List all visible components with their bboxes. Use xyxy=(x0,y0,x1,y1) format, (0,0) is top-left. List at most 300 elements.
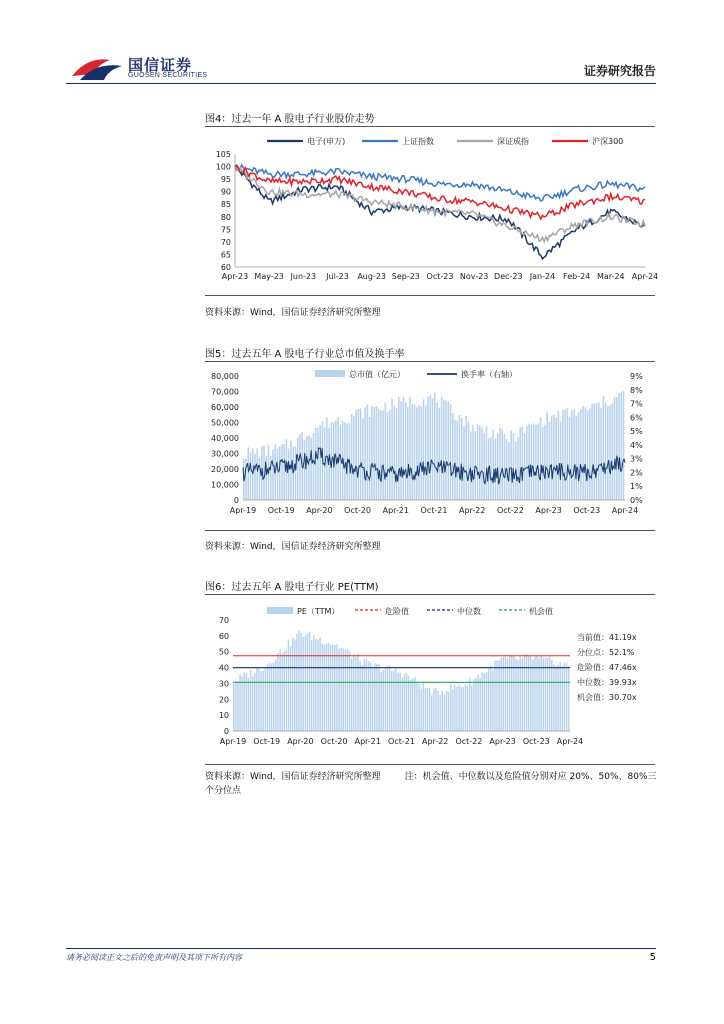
x-tick-label: Oct-23 xyxy=(522,737,550,746)
pe-bar xyxy=(252,676,253,731)
market-cap-bar xyxy=(618,393,620,500)
market-cap-bar xyxy=(430,395,432,500)
pe-bar xyxy=(494,661,495,732)
pe-bar xyxy=(452,689,453,731)
market-cap-bar xyxy=(459,415,461,500)
market-cap-bar xyxy=(443,399,445,500)
market-cap-bar xyxy=(524,434,526,501)
market-cap-bar xyxy=(582,406,584,500)
market-cap-bar xyxy=(546,412,548,501)
pe-bar xyxy=(439,695,440,731)
legend-label: 换手率（右轴） xyxy=(461,370,517,379)
figure-5-source: 资料来源：Wind，国信证券经济研究所整理 xyxy=(205,542,381,552)
market-cap-bar xyxy=(319,425,321,500)
pe-bar xyxy=(279,650,280,732)
y-tick-label: 100 xyxy=(215,162,231,172)
market-cap-bar xyxy=(560,421,562,500)
y-tick-label: 0 xyxy=(223,727,229,736)
legend-label: 沪深300 xyxy=(592,137,624,146)
market-cap-bar xyxy=(531,425,533,501)
market-cap-bar xyxy=(578,412,580,500)
pe-bar xyxy=(305,635,306,731)
pe-bar xyxy=(319,638,320,732)
pe-bar xyxy=(414,677,415,731)
market-cap-bar xyxy=(279,446,281,500)
market-cap-bar xyxy=(470,432,472,501)
y-tick-label: 0 xyxy=(233,496,239,505)
market-cap-bar xyxy=(587,410,589,500)
pe-bar xyxy=(482,673,483,732)
pe-bar xyxy=(338,649,339,731)
pe-bar xyxy=(500,658,501,731)
annotation-label: 危险值：47.46x xyxy=(577,663,637,672)
pe-bar xyxy=(345,650,346,731)
market-cap-bar xyxy=(299,434,301,500)
x-tick-label: Jul-23 xyxy=(326,272,349,281)
header-divider xyxy=(66,83,656,84)
market-cap-bar xyxy=(409,397,411,500)
x-tick-label: Apr-22 xyxy=(421,737,449,746)
pe-bar xyxy=(566,663,567,731)
x-tick-label: Oct-19 xyxy=(253,737,281,746)
market-cap-bar xyxy=(425,406,427,501)
market-cap-bar xyxy=(367,405,369,500)
pe-bar xyxy=(402,678,403,732)
y-tick-label: 80 xyxy=(220,212,231,222)
annotation-label: 机会值：30.70x xyxy=(577,693,637,702)
market-cap-bar xyxy=(603,396,605,500)
pe-bar xyxy=(353,655,354,731)
pe-bar xyxy=(359,661,360,731)
market-cap-bar xyxy=(353,416,355,500)
market-cap-bar xyxy=(412,404,414,500)
pe-bar xyxy=(235,682,236,732)
pe-bar xyxy=(433,688,434,731)
x-tick-label: Mar-24 xyxy=(597,272,625,281)
market-cap-bar xyxy=(369,417,371,500)
market-cap-bar xyxy=(441,397,443,500)
pe-bar xyxy=(463,687,464,731)
pe-bar xyxy=(559,662,560,731)
market-cap-bar xyxy=(609,405,611,500)
figure-4-top-rule xyxy=(205,126,655,127)
x-tick-label: Jan-24 xyxy=(529,272,556,281)
market-cap-bar xyxy=(474,431,476,500)
market-cap-bar xyxy=(376,406,378,500)
x-tick-label: Apr-23 xyxy=(489,737,516,746)
y2-tick-label: 7% xyxy=(630,399,643,409)
y2-tick-label: 5% xyxy=(630,427,643,437)
pe-bar xyxy=(248,678,249,731)
pe-bar xyxy=(418,684,419,731)
market-cap-bar xyxy=(317,428,319,500)
x-tick-label: Feb-24 xyxy=(563,272,591,281)
figure-6-source-block xyxy=(205,770,660,798)
pe-bar xyxy=(330,645,331,732)
pe-bar xyxy=(387,666,388,731)
pe-bar xyxy=(446,691,447,731)
pe-bar xyxy=(254,673,255,731)
x-tick-label: Apr-21 xyxy=(354,737,382,746)
pe-bar xyxy=(250,670,251,731)
market-cap-bar xyxy=(607,406,609,500)
pe-bar xyxy=(393,670,394,731)
market-cap-bar xyxy=(555,418,557,501)
pe-bar xyxy=(477,675,478,731)
y-tick-label: 65 xyxy=(220,250,231,260)
y-tick-label: 30 xyxy=(218,679,229,689)
pe-bar xyxy=(541,656,542,731)
pe-bar xyxy=(448,692,449,731)
market-cap-bar xyxy=(567,408,569,500)
market-cap-bar xyxy=(589,409,591,501)
legend-label: 中位数 xyxy=(457,607,481,616)
market-cap-bar xyxy=(418,405,420,500)
pe-bar xyxy=(492,670,493,731)
pe-bar xyxy=(357,654,358,731)
pe-bar xyxy=(290,646,291,731)
market-cap-bar xyxy=(362,418,364,500)
market-cap-bar xyxy=(551,416,553,500)
market-cap-bar xyxy=(522,426,524,500)
y-tick-label: 70 xyxy=(218,616,229,625)
company-name-en: GUOSEN SECURITIES xyxy=(128,72,208,79)
market-cap-bar xyxy=(288,449,290,501)
pe-bar xyxy=(507,658,508,731)
pe-bar xyxy=(553,664,554,731)
pe-bar xyxy=(410,680,411,731)
market-cap-bar xyxy=(526,426,528,500)
figure-4-title: 图4：过去一年 A 股电子行业股价走势 xyxy=(205,114,375,125)
legend-swatch-market-cap xyxy=(315,370,345,377)
figure-4-bottom-rule xyxy=(205,295,655,296)
pe-bar xyxy=(311,640,312,731)
x-tick-label: Apr-23 xyxy=(221,272,249,281)
x-tick-label: May-23 xyxy=(254,272,284,281)
pe-bar xyxy=(281,653,282,731)
market-cap-bar xyxy=(486,427,488,501)
x-tick-label: Oct-22 xyxy=(496,506,524,515)
market-cap-bar xyxy=(398,397,400,500)
pe-bar xyxy=(324,645,325,731)
y2-tick-label: 4% xyxy=(630,440,643,450)
pe-bar xyxy=(450,685,451,732)
market-cap-bar xyxy=(421,407,423,500)
market-cap-bar xyxy=(400,401,402,500)
market-cap-bar xyxy=(463,426,465,500)
pe-bar xyxy=(524,656,525,731)
market-cap-bar xyxy=(594,403,596,500)
pe-bar xyxy=(368,661,369,731)
market-cap-bar xyxy=(447,402,449,500)
x-tick-label: Apr-19 xyxy=(229,506,257,515)
pe-bar xyxy=(460,687,461,731)
legend-label: 危险值 xyxy=(385,607,409,616)
market-cap-bar xyxy=(585,407,587,500)
pe-bar xyxy=(361,665,362,731)
market-cap-bar xyxy=(308,435,310,500)
market-cap-bar xyxy=(436,403,438,500)
market-cap-bar xyxy=(558,411,560,500)
pe-bar xyxy=(313,635,314,731)
market-cap-bar xyxy=(297,437,299,500)
market-cap-bar xyxy=(497,433,499,500)
pe-bar xyxy=(389,666,390,731)
market-cap-bar xyxy=(479,425,481,500)
market-cap-bar xyxy=(385,403,387,500)
pe-bar xyxy=(237,682,238,731)
y-tick-label: 80,000 xyxy=(211,372,239,381)
market-cap-bar xyxy=(340,425,342,501)
pe-bar xyxy=(271,664,272,732)
pe-bar xyxy=(334,645,335,731)
market-cap-bar xyxy=(533,424,535,501)
y-tick-label: 60 xyxy=(220,263,231,272)
y-tick-label: 85 xyxy=(220,200,231,210)
market-cap-bar xyxy=(414,404,416,500)
market-cap-bar xyxy=(596,403,598,500)
market-cap-bar xyxy=(252,448,254,500)
pe-bar xyxy=(275,660,276,731)
pe-bar xyxy=(511,656,512,731)
market-cap-bar xyxy=(378,409,380,500)
market-cap-bar xyxy=(304,440,306,501)
pe-bar xyxy=(336,644,337,731)
pe-bar xyxy=(349,651,350,731)
pe-bar xyxy=(562,666,563,731)
pe-bar xyxy=(372,667,373,731)
market-cap-bar xyxy=(344,422,346,500)
market-cap-bar xyxy=(254,454,256,500)
footer-divider xyxy=(66,948,656,949)
pe-bar xyxy=(412,679,413,731)
y-tick-label: 30,000 xyxy=(211,449,239,459)
market-cap-bar xyxy=(313,433,315,500)
market-cap-bar xyxy=(355,410,357,501)
market-cap-bar xyxy=(277,449,279,501)
market-cap-bar xyxy=(549,422,551,500)
pe-bar xyxy=(467,686,468,731)
market-cap-bar xyxy=(517,437,519,500)
market-cap-bar xyxy=(504,434,506,500)
y-tick-label: 60 xyxy=(218,631,229,641)
y-tick-label: 10,000 xyxy=(211,480,239,490)
pe-bar xyxy=(269,663,270,731)
x-tick-label: Apr-24 xyxy=(611,506,639,515)
x-tick-label: Jun-23 xyxy=(290,272,317,281)
pe-bar xyxy=(284,651,285,731)
pe-bar xyxy=(458,685,459,731)
market-cap-bar xyxy=(519,427,521,500)
y2-tick-label: 8% xyxy=(630,385,643,395)
market-cap-bar xyxy=(468,421,470,500)
market-cap-bar xyxy=(564,410,566,500)
legend-label: 总市值（亿元） xyxy=(349,370,405,379)
market-cap-bar xyxy=(456,421,458,501)
pe-bar xyxy=(555,668,556,732)
pe-bar xyxy=(456,687,457,731)
company-name-cn: 国信证券 xyxy=(128,56,193,74)
pe-bar xyxy=(431,695,432,731)
pe-bar xyxy=(557,665,558,731)
legend-label: 深证成指 xyxy=(497,137,529,146)
market-cap-bar xyxy=(569,417,571,500)
pe-bar xyxy=(326,644,327,731)
pe-bar xyxy=(475,678,476,731)
pe-bar xyxy=(416,682,417,731)
market-cap-bar xyxy=(403,397,405,500)
pe-bar xyxy=(258,667,259,731)
pe-bar xyxy=(522,658,523,731)
pe-bar xyxy=(429,688,430,731)
pe-bar xyxy=(469,678,470,731)
series-line xyxy=(235,165,645,201)
market-cap-bar xyxy=(256,448,258,500)
pe-bar xyxy=(547,658,548,731)
annotation-label: 分位点：52.1% xyxy=(577,648,635,657)
pe-bar xyxy=(564,663,565,731)
pe-bar xyxy=(479,679,480,732)
pe-bar xyxy=(364,659,365,731)
pe-bar xyxy=(303,637,304,731)
x-tick-label: Oct-20 xyxy=(344,506,372,515)
pe-bar xyxy=(517,660,518,731)
y-tick-label: 75 xyxy=(220,225,231,235)
pe-bar xyxy=(399,672,400,731)
pe-bar xyxy=(385,669,386,732)
y-tick-label: 70 xyxy=(220,237,231,247)
x-tick-label: Apr-23 xyxy=(535,506,562,515)
x-tick-label: Apr-19 xyxy=(219,737,247,746)
footer-disclaimer: 请务必阅读正文之后的免责声明及其项下所有内容 xyxy=(66,953,242,962)
pe-bar xyxy=(454,685,455,731)
y2-tick-label: 1% xyxy=(630,482,643,492)
legend-label: 上证指数 xyxy=(402,137,434,146)
pe-bar xyxy=(366,659,367,731)
market-cap-bar xyxy=(490,437,492,500)
market-cap-bar xyxy=(477,424,479,500)
market-cap-bar xyxy=(380,410,382,500)
market-cap-bar xyxy=(537,423,539,500)
market-cap-bar xyxy=(434,393,436,501)
market-cap-bar xyxy=(528,423,530,500)
pe-bar xyxy=(486,672,487,731)
market-cap-bar xyxy=(540,417,542,500)
market-cap-bar xyxy=(373,407,375,500)
market-cap-bar xyxy=(407,407,409,500)
market-cap-bar xyxy=(535,425,537,500)
market-cap-bar xyxy=(571,410,573,500)
pe-bar xyxy=(241,676,242,731)
pe-bar xyxy=(545,658,546,731)
market-cap-bar xyxy=(483,433,485,500)
pe-bar xyxy=(408,676,409,731)
pe-bar xyxy=(442,691,443,731)
market-cap-bar xyxy=(445,400,447,500)
market-cap-bar xyxy=(360,409,362,501)
market-cap-bar xyxy=(573,409,575,500)
report-type: 证券研究报告 xyxy=(583,64,656,78)
figure-6-bottom-rule xyxy=(205,764,655,765)
figure-4-source: 资料来源：Wind，国信证券经济研究所整理 xyxy=(205,308,381,318)
figure-6-chart xyxy=(205,600,660,750)
pe-bar xyxy=(267,664,268,731)
market-cap-bar xyxy=(461,418,463,500)
market-cap-bar xyxy=(492,429,494,500)
pe-bar xyxy=(498,660,499,731)
market-cap-bar xyxy=(394,406,396,500)
pe-bar xyxy=(444,695,445,731)
market-cap-bar xyxy=(605,403,607,500)
market-cap-bar xyxy=(250,452,252,500)
y-tick-label: 60,000 xyxy=(211,403,239,412)
market-cap-bar xyxy=(499,428,501,500)
pe-bar xyxy=(406,673,407,731)
market-cap-bar xyxy=(281,444,283,500)
market-cap-bar xyxy=(591,404,593,500)
x-tick-label: Oct-20 xyxy=(320,737,348,746)
pe-bar xyxy=(244,673,245,732)
pe-bar xyxy=(239,675,240,731)
market-cap-bar xyxy=(416,407,418,500)
pe-bar xyxy=(292,637,293,731)
market-cap-bar xyxy=(621,392,623,500)
x-tick-label: Sep-23 xyxy=(391,272,420,281)
pe-bar xyxy=(471,686,472,732)
market-cap-bar xyxy=(283,444,285,500)
figure-6-top-rule xyxy=(205,594,655,595)
x-tick-label: Apr-22 xyxy=(458,506,486,515)
x-tick-label: Apr-24 xyxy=(556,737,584,746)
pe-bar xyxy=(536,656,537,731)
market-cap-bar xyxy=(364,407,366,500)
market-cap-bar xyxy=(614,397,616,500)
pe-bar xyxy=(490,666,491,731)
y2-tick-label: 2% xyxy=(630,468,643,478)
pe-bar xyxy=(340,648,341,731)
pe-bar xyxy=(496,661,497,731)
x-tick-label: Apr-21 xyxy=(382,506,410,515)
figure-4-chart xyxy=(205,132,660,290)
market-cap-bar xyxy=(272,450,274,501)
market-cap-bar xyxy=(576,416,578,500)
market-cap-bar xyxy=(290,441,292,500)
pe-bar xyxy=(370,662,371,731)
pe-bar xyxy=(543,657,544,731)
y-tick-label: 95 xyxy=(220,175,231,185)
market-cap-bar xyxy=(292,447,294,501)
market-cap-bar xyxy=(247,447,249,500)
market-cap-bar xyxy=(562,410,564,500)
y-tick-label: 40,000 xyxy=(211,434,239,443)
pe-bar xyxy=(532,660,533,731)
pe-bar xyxy=(427,688,428,731)
market-cap-bar xyxy=(423,399,425,500)
pe-bar xyxy=(473,679,474,731)
market-cap-bar xyxy=(600,408,602,500)
y2-tick-label: 3% xyxy=(630,454,643,464)
x-tick-label: Oct-22 xyxy=(455,737,483,746)
pe-bar xyxy=(378,664,379,731)
figure-5-bottom-rule xyxy=(205,530,655,531)
pe-bar xyxy=(332,645,333,732)
x-tick-label: Nov-23 xyxy=(459,272,489,281)
y-tick-label: 10 xyxy=(218,711,229,721)
annotation-label: 中位数：39.93x xyxy=(577,678,637,687)
x-tick-label: Apr-24 xyxy=(631,272,659,281)
pe-bar xyxy=(551,660,552,731)
market-cap-bar xyxy=(351,414,353,500)
